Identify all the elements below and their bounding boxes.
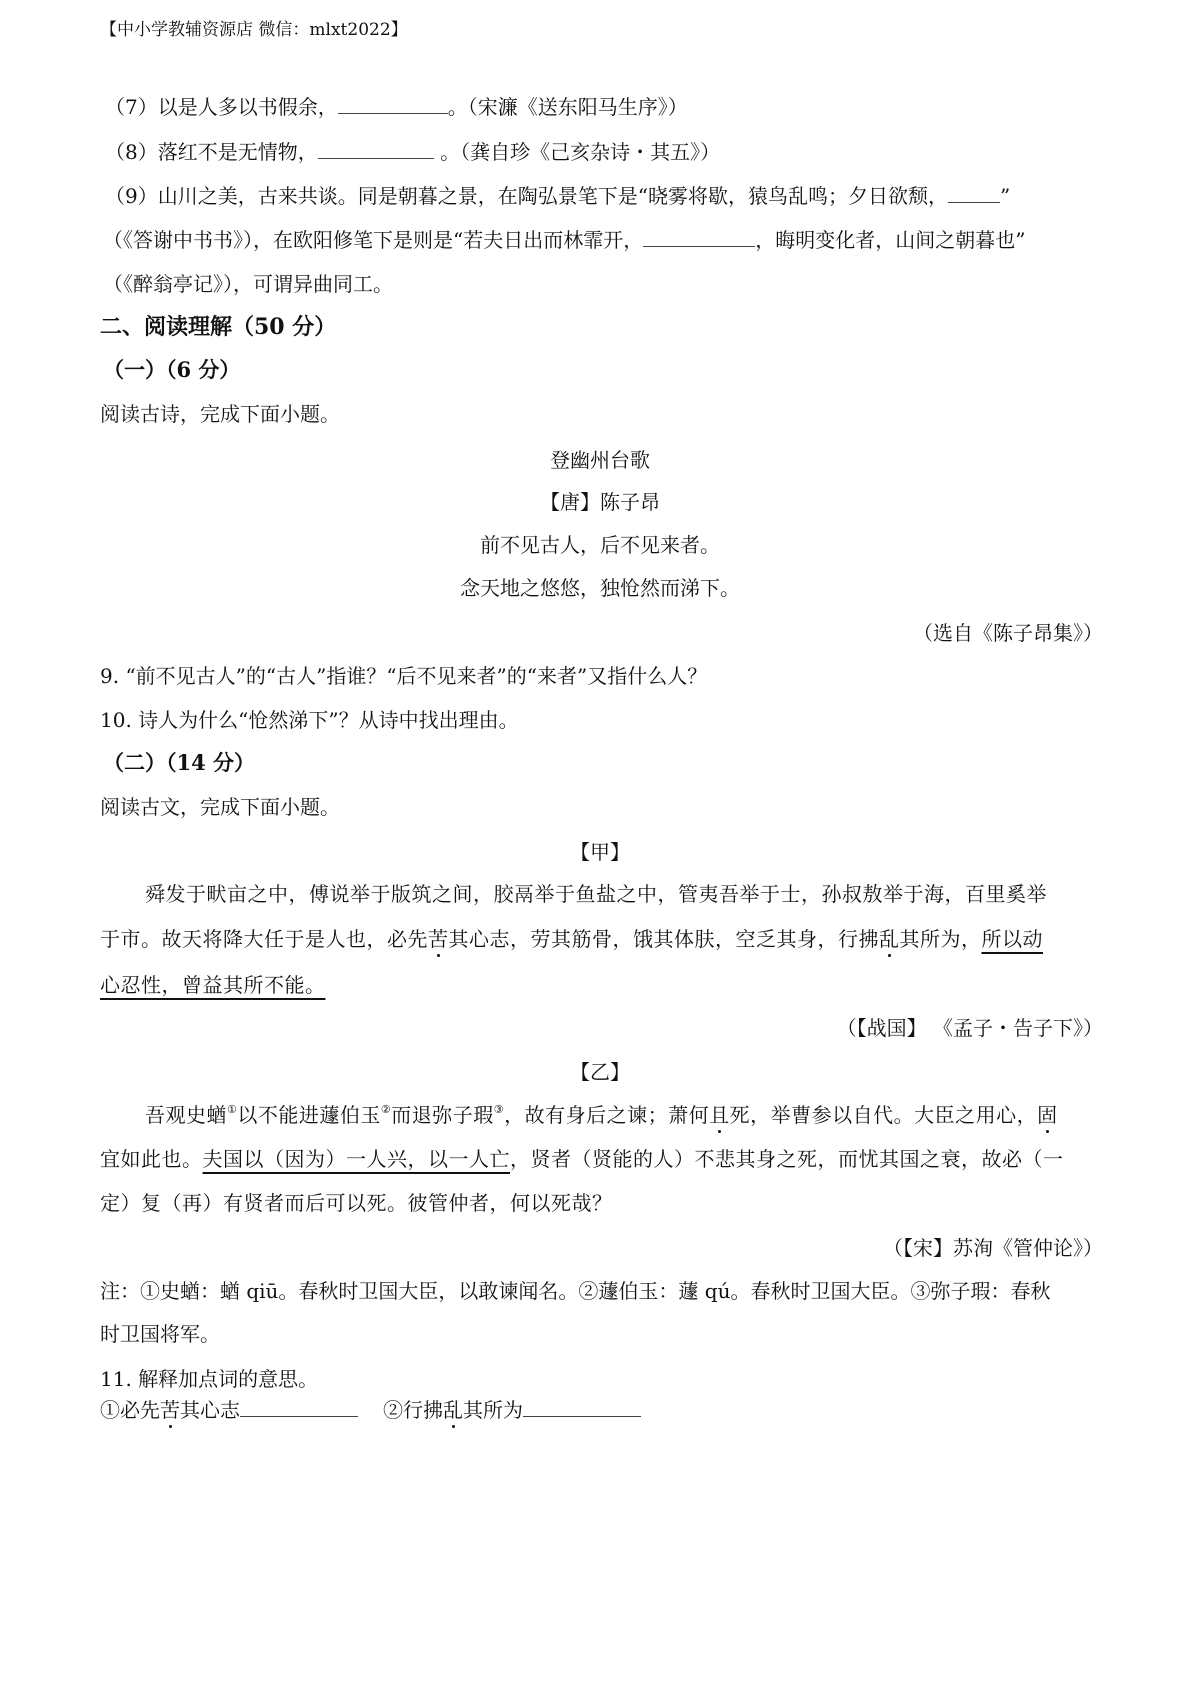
answer-blank[interactable] [240, 1398, 358, 1417]
poem-title: 登幽州台歌 [550, 448, 650, 472]
question-9-line1: （9）山川之美，古来共谈。同是朝暮之景，在陶弘景笔下是“晓雾将歇，猿鸟乱鸣；夕日欲颓， ” [105, 184, 1011, 208]
answer-blank[interactable] [318, 140, 434, 159]
poem-author: 【唐】陈子昂 [540, 490, 660, 514]
section-title: 二、阅读理解（50 分） [100, 314, 337, 340]
poem-line: 前不见古人，后不见来者。 [480, 533, 720, 557]
answer-blank[interactable] [643, 228, 755, 247]
question-9-line2: （《答谢中书书》），在欧阳修笔下是则是“若夫日出而林霏开， ，晦明变化者，山间之朝暮也” [103, 228, 1026, 252]
passage-label-jia: 【甲】 [570, 840, 630, 864]
passage-yi-line1: 吾观史蝤①以不能进蘧伯玉②而退弥子瑕③，故有身后之谏；萧何且死，举曹参以自代。大臣之用心，固 [145, 1103, 1058, 1127]
answer-blank[interactable] [338, 95, 448, 114]
instruction: 阅读古诗，完成下面小题。 [100, 402, 340, 426]
note-line2: 时卫国将军。 [100, 1322, 220, 1346]
passage-jia-source: （【战国】 《孟子・告子下》） [836, 1016, 1103, 1040]
passage-yi-line2: 宜如此也。夫国以（因为）一人兴，以一人亡，贤者（贤能的人）不悲其身之死，而忧其国之衰，故必（一 [100, 1147, 1064, 1171]
passage-jia-line3: 心忍性，曾益其所不能。 [100, 973, 326, 997]
question-10: 10. 诗人为什么“怆然涕下”？从诗中找出理由。 [100, 708, 519, 732]
poem-line: 念天地之悠悠，独怆然而涕下。 [460, 576, 740, 600]
part-title: （二）（14 分） [103, 750, 256, 775]
instruction: 阅读古文，完成下面小题。 [100, 795, 340, 819]
answer-blank[interactable] [948, 184, 1000, 203]
header-watermark: 【中小学教辅资源店 微信：mlxt2022】 [100, 20, 408, 40]
question-9: 9. “前不见古人”的“古人”指谁？“后不见来者”的“来者”又指什么人？ [100, 664, 708, 688]
note-line1: 注：①史蝤：蝤 qiū。春秋时卫国大臣，以敢谏闻名。②蘧伯玉：蘧 qú。春秋时卫国大臣。③弥子瑕：春秋 [100, 1279, 1051, 1303]
question-7: （7）以是人多以书假余， 。（宋濂《送东阳马生序》） [105, 95, 688, 119]
question-9-line3: （《醉翁亭记》），可谓异曲同工。 [103, 272, 393, 296]
passage-label-yi: 【乙】 [570, 1060, 630, 1084]
passage-jia-line2: 于市。故天将降大任于是人也，必先苦其心志，劳其筋骨，饿其体肤，空乏其身，行拂乱其所为，所以动 [100, 927, 1043, 951]
poem-source: （选自《陈子昂集》） [913, 621, 1103, 645]
passage-yi-source: （【宋】苏洵《管仲论》） [883, 1236, 1103, 1260]
passage-yi-line3: 定）复（再）有贤者而后可以死。彼管仲者，何以死哉？ [100, 1191, 613, 1215]
part-title: （一）（6 分） [103, 357, 241, 382]
question-11-item1: ①必先苦其心志 [100, 1396, 358, 1424]
question-11: 11. 解释加点词的意思。 [100, 1367, 319, 1391]
question-8: （8）落红不是无情物， 。（龚自珍《己亥杂诗・其五》） [105, 140, 721, 164]
answer-blank[interactable] [523, 1398, 641, 1417]
question-11-item2: ②行拂乱其所为 [383, 1396, 641, 1424]
passage-jia-line1: 舜发于畎亩之中，傅说举于版筑之间，胶鬲举于鱼盐之中，管夷吾举于士，孙叔敖举于海，百里奚举 [145, 882, 1047, 906]
